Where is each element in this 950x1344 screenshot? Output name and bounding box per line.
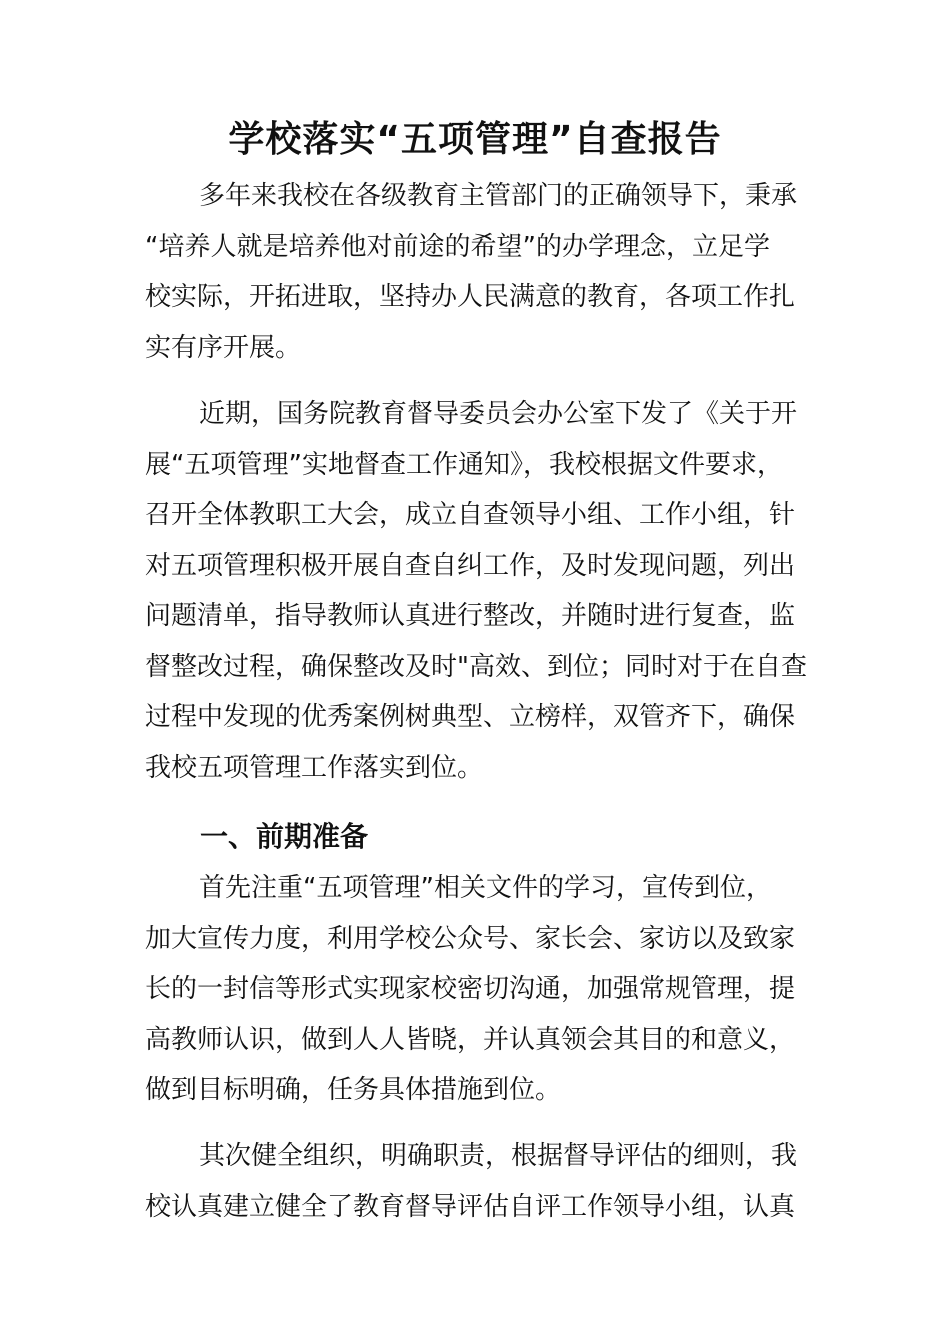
paragraph-line: 对五项管理积极开展自查自纠工作，及时发现问题，列出	[145, 550, 796, 581]
paragraph-line: “培养人就是培养他对前途的希望”的办学理念，立足学	[145, 231, 770, 262]
paragraph-line: 校实际，开拓进取，坚持办人民满意的教育，各项工作扎	[145, 282, 796, 312]
document-title: 学校落实“五项管理”自查报告	[228, 119, 722, 160]
paragraph-line: 高教师认识，做到人人皆晓，并认真领会其目的和意义，	[145, 1024, 796, 1055]
paragraph-line: 做到目标明确，任务具体措施到位。	[145, 1075, 562, 1105]
paragraph-line: 首先注重“五项管理”相关文件的学习，宣传到位，	[199, 873, 772, 903]
paragraph-line: 展“五项管理”实地督查工作通知》，我校根据文件要求，	[145, 449, 783, 480]
paragraph-line: 多年来我校在各级教育主管部门的正确领导下，秉承	[199, 181, 798, 211]
paragraph-line: 召开全体教职工大会，成立自查领导小组、工作小组，针	[145, 500, 796, 530]
paragraph-preparation	[145, 863, 805, 1116]
paragraph-line: 近期，国务院教育督导委员会办公室下发了《关于开	[199, 399, 798, 429]
paragraph-line: 问题清单，指导教师认真进行整改，并随时进行复查，监	[145, 601, 796, 631]
paragraph-line: 过程中发现的优秀案例树典型、立榜样，双管齐下，确保	[145, 702, 796, 732]
paragraph-line: 我校五项管理工作落实到位。	[145, 752, 484, 783]
paragraph-recent-notice	[145, 389, 805, 793]
paragraph-intro	[145, 171, 805, 373]
paragraph-line: 督整改过程，确保整改及时"高效、到位；同时对于在自查	[145, 651, 807, 682]
paragraph-line: 长的一封信等形式实现家校密切沟通，加强常规管理，提	[145, 974, 796, 1004]
paragraph-line: 校认真建立健全了教育督导评估自评工作领导小组，认真	[145, 1191, 796, 1222]
paragraph-line: 加大宣传力度，利用学校公众号、家长会、家访以及致家	[145, 923, 796, 954]
paragraph-line: 其次健全组织，明确职责，根据督导评估的细则，我	[199, 1141, 798, 1171]
paragraph-line: 实有序开展。	[145, 332, 302, 363]
section-heading: 一、前期准备	[200, 820, 369, 853]
paragraph-organization	[145, 1131, 805, 1232]
